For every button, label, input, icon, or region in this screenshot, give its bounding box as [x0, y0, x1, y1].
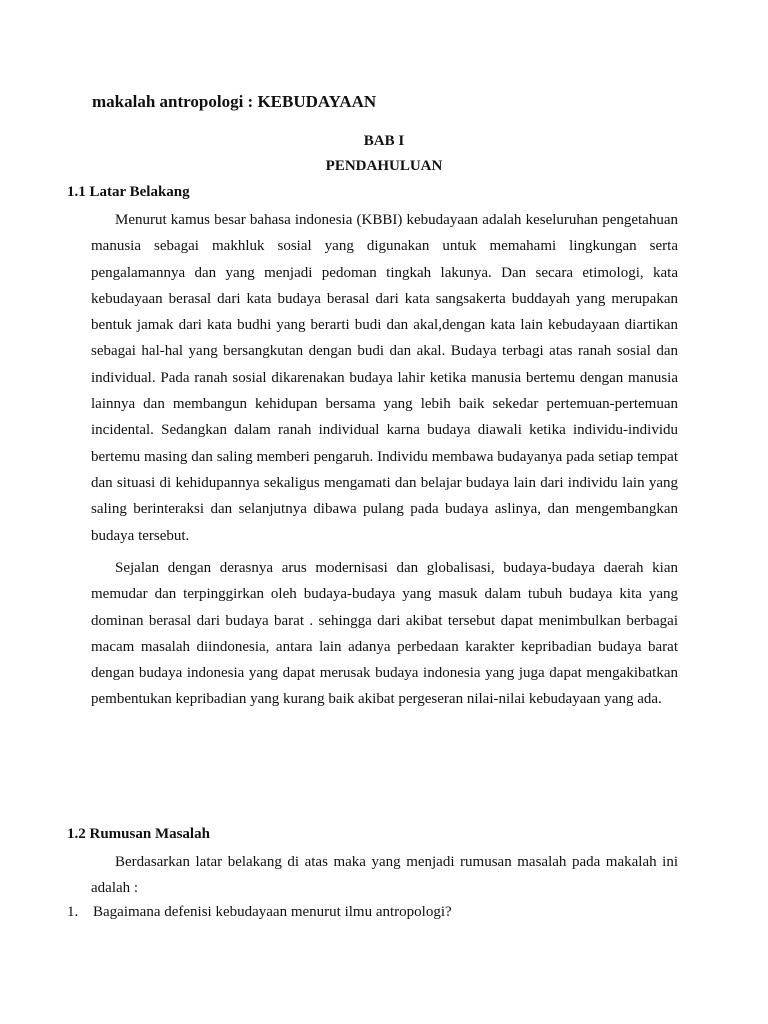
section-heading-latar-belakang: 1.1 Latar Belakang [67, 184, 190, 200]
paragraph-rumusan-intro: Berdasarkan latar belakang di atas maka yang menjadi rumusan masalah pada makalah ini adalah : [91, 854, 678, 897]
chapter-title: PENDAHULUAN [325, 158, 443, 174]
section-heading-rumusan-masalah: 1.2 Rumusan Masalah [67, 826, 210, 842]
chapter-number: BAB I [363, 133, 405, 149]
document-title: makalah antropologi : KEBUDAYAAN [92, 92, 377, 111]
paragraph-modernisasi: Sejalan dengan derasnya arus modernisasi dan globalisasi, budaya-budaya daerah kian memudar dan terpinggirkan oleh budaya-budaya yang masuk dalam tubuh budaya kita yang dominan berasal dari budaya barat . sehingga dari akibat tersebut dapat menimbulkan berbagai macam masalah diindonesia, antara lain adanya perbedaan karakter kepribadian budaya barat dengan budaya indonesia yang dapat merusak budaya indonesia yang juga dapat mengakibatkan pembentukan kepribadian yang kurang baik akibat pergeseran nilai-nilai kebudayaan yang ada. [91, 560, 678, 708]
list-item-number: 1. [67, 904, 79, 920]
list-item-text: Bagaimana defenisi kebudayaan menurut ilmu antropologi? [93, 904, 452, 920]
list-item [67, 904, 452, 921]
paragraph-kebudayaan-definition: Menurut kamus besar bahasa indonesia (KBBI) kebudayaan adalah keseluruhan pengetahuan manusia sebagai makhluk sosial yang digunakan untuk memahami lingkungan serta pengalamannya dan yang menjadi pedoman tingkah lakunya. Dan secara etimologi, kata kebudayaan berasal dari kata budaya berasal dari kata sangsakerta buddayah yang merupakan bentuk jamak dari kata budhi yang berarti budi dan akal,dengan kata lain kebudayaan diartikan sebagai hal-hal yang bersangkutan dengan budi dan akal. Budaya terbagi atas ranah sosial dan individual. Pada ranah sosial dikarenakan budaya lahir ketika manusia bertemu dengan manusia lainnya dan membangun kehidupan bersama yang lebih baik sekedar pertemuan-pertemuan incidental. Sedangkan dalam ranah individual karna budaya diawali ketika individu-individu bertemu masing dan saling memberi pengaruh. Individu membawa budayanya pada setiap tempat dan situasi di kehidupannya sekaligus mengamati dan belajar budaya lain dari individu lain yang saling berinteraksi dan selanjutnya dibawa pulang pada budaya aslinya, dan mengembangkan budaya tersebut. [91, 212, 678, 544]
